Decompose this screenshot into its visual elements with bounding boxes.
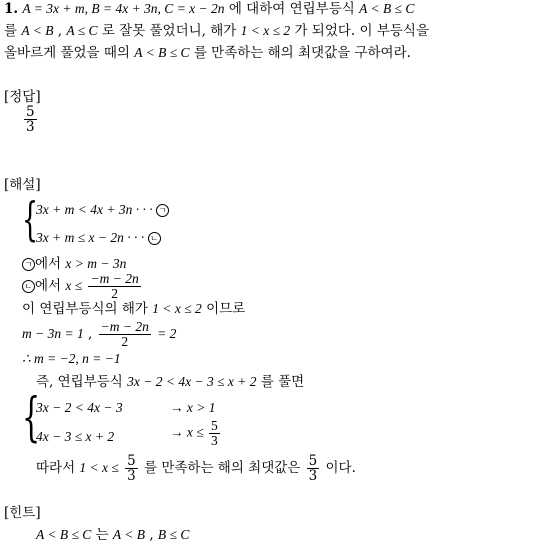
hint-word: 는	[95, 527, 109, 543]
hint-math: A < B ≤ C	[36, 527, 92, 542]
system2-line-2	[36, 428, 114, 446]
answer-label: [정답]	[4, 89, 41, 105]
solution-step-10	[36, 454, 356, 483]
system1-line-2	[36, 229, 161, 247]
problem-text: 를	[4, 23, 18, 39]
step-fraction	[99, 320, 151, 349]
problem-math: A ≤ C	[66, 23, 98, 38]
fraction-denominator: 3	[127, 468, 136, 484]
solution-step-7: ∴ m = −2, n = −1	[22, 351, 121, 366]
hint-word: ,	[149, 527, 154, 543]
circled-nieun-mark: ㄴ	[22, 280, 35, 293]
step-math: 1 < x ≤ 2	[152, 301, 202, 316]
step-math: → x ≤	[170, 424, 204, 440]
step-math: m − 3n = 1	[22, 326, 84, 341]
fraction-numerator: −m − 2n	[100, 319, 149, 334]
problem-math: A < B ≤ C	[134, 45, 190, 60]
step-math: x > m − 3n	[65, 256, 127, 271]
answer-numerator: 5	[26, 104, 35, 120]
system-brace: {	[22, 192, 39, 246]
system-brace: {	[22, 388, 41, 448]
circled-giyeok-mark: ㄱ	[22, 258, 35, 271]
step-math: 3x − 2 < 4x − 3 ≤ x + 2	[127, 374, 257, 389]
answer-fraction	[24, 105, 37, 134]
problem-text: ,	[57, 23, 63, 39]
system1-ineq-2: 3x + m ≤ x − 2n · · ·	[36, 230, 145, 245]
step-math: 1 < x ≤	[79, 460, 119, 475]
circled-nieun-mark: ㄴ	[148, 232, 161, 245]
system1-ineq-1: 3x + m < 4x + 3n · · ·	[36, 202, 153, 217]
answer-value	[22, 105, 39, 134]
step-text: 즉, 연립부등식	[36, 374, 123, 390]
step-fraction	[209, 419, 220, 448]
fraction-denominator: 2	[88, 286, 140, 301]
circled-giyeok-mark: ㄱ	[156, 204, 169, 217]
step-text: 이므로	[206, 301, 246, 317]
system2-line-1	[36, 399, 123, 417]
fraction-numerator: 5	[211, 418, 218, 433]
step-text: 에서	[35, 256, 62, 272]
problem-definitions: A = 3x + m, B = 4x + 3n, C = x − 2n	[22, 1, 225, 16]
step-text: 이다.	[325, 460, 356, 476]
system2-result-1: → x > 1	[170, 400, 216, 415]
step-math: = 2	[157, 326, 177, 341]
answer-denominator: 3	[26, 119, 35, 135]
fraction-denominator: 2	[99, 334, 151, 349]
solution-label: [해설]	[4, 177, 41, 193]
hint-math: A < B	[112, 527, 146, 542]
system1-line-1	[36, 201, 169, 219]
solution-step-5	[22, 300, 245, 318]
step-math: x ≤	[65, 278, 83, 293]
fraction-denominator: 3	[211, 433, 218, 448]
fraction-numerator: 5	[308, 453, 318, 469]
problem-line-2	[4, 22, 429, 40]
problem-math: 1 < x ≤ 2	[240, 23, 291, 38]
hint-text	[36, 526, 189, 544]
step-fraction	[307, 454, 320, 483]
system2-ineq-1: 3x − 2 < 4x − 3	[36, 400, 123, 415]
fraction-numerator: −m − 2n	[90, 271, 139, 286]
step-fraction	[125, 454, 138, 483]
hint-math: B ≤ C	[157, 527, 190, 542]
fraction-denominator: 3	[308, 468, 318, 484]
problem-text: 에 대하여 연립부등식	[228, 1, 355, 17]
problem-text: 올바르게 풀었을 때의	[4, 45, 130, 61]
problem-line-1	[4, 0, 414, 18]
hint-label: [힌트]	[4, 505, 41, 521]
step-text: 에서	[35, 278, 62, 294]
fraction-numerator: 5	[127, 453, 136, 469]
solution-step-6	[22, 320, 176, 349]
system2-result-2	[170, 419, 222, 448]
problem-text: 가 되었다. 이 부등식을	[294, 23, 430, 39]
problem-math: A < B ≤ C	[359, 1, 415, 16]
problem-text: 를 만족하는 해의 최댓값을 구하여라.	[193, 45, 411, 61]
system2-ineq-2: 4x − 3 ≤ x + 2	[36, 429, 115, 444]
step-text: 를 만족하는 해의 최댓값은	[144, 460, 301, 476]
step-text: 이 연립부등식의 해가	[22, 301, 148, 317]
solution-step-8	[36, 373, 304, 391]
step-text: 따라서	[36, 460, 76, 476]
step-fraction	[88, 272, 140, 301]
problem-math: A < B	[21, 23, 54, 38]
problem-text: 로 잘못 풀었더니, 해가	[101, 23, 237, 39]
step-text: 를 풀면	[260, 374, 305, 390]
solution-step-4	[22, 272, 143, 301]
problem-line-3	[4, 44, 411, 62]
problem-number: 1.	[4, 1, 19, 17]
step-text: ,	[88, 326, 93, 342]
